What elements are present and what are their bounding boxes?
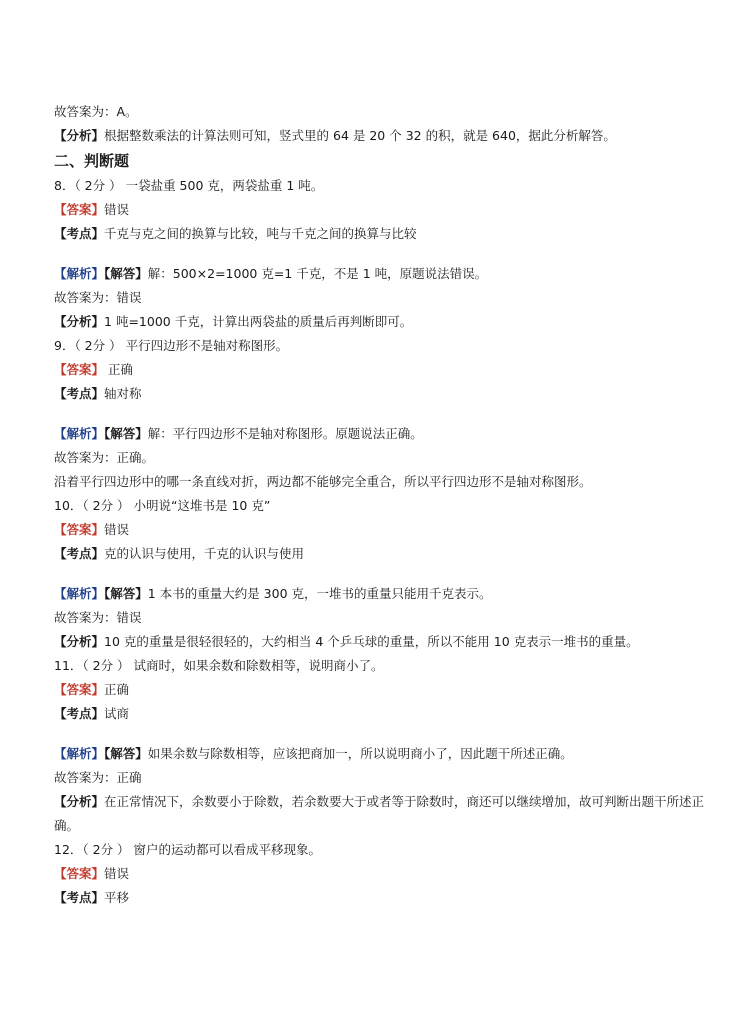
prev-analysis-line [54,124,714,148]
analysis-tag: 【分析】 [54,634,105,649]
analysis-tag: 【分析】 [54,314,105,329]
answer-line [54,198,714,222]
analysis-line [54,470,714,494]
analysis-text: 沿着平行四边形中的哪一条直线对折，两边都不能够完全重合，所以平行四边形不是轴对称图形。 [54,474,592,489]
point-line [54,886,714,910]
analysis-line [54,790,714,838]
jieda-tag: 【解答】 [104,426,148,441]
solution-line [54,582,714,606]
answer-tag: 【答案】 [54,202,105,217]
answer-tag: 【答案】 [54,362,105,377]
jieda-tag: 【解答】 [104,746,148,761]
jieda-tag: 【解答】 [104,266,148,281]
jieda-tag: 【解答】 [104,586,148,601]
answer-value: 正确 [104,682,130,697]
analysis-line [54,310,714,334]
point-tag: 【考点】 [54,890,105,905]
jiexi-tag: 【解析】 [54,586,105,601]
analysis-text: 根据整数乘法的计算法则可知，竖式里的 64 是 20 个 32 的积，就是 640，据此分析解答。 [104,128,616,143]
conclusion-line: 故答案为：正确 [54,770,142,785]
analysis-text: 在正常情况下，余数要小于除数，若余数要大于或者等于除数时，商还可以继续增加，故可判断出题干所述正确。 [54,794,705,833]
question-header: 8．（ 2分 ） 一袋盐重 500 克，两袋盐重 1 吨。 [54,178,324,193]
solution-text: 1 本书的重量大约是 300 克，一堆书的重量只能用千克表示。 [147,586,492,601]
solution-line [54,262,714,286]
answer-tag: 【答案】 [54,866,105,881]
question-header: 12．（ 2分 ） 窗户的运动都可以看成平移现象。 [54,842,322,857]
solution-line [54,742,714,766]
answer-value: 错误 [104,866,130,881]
point-line [54,542,714,566]
conclusion-line: 故答案为：错误 [54,610,142,625]
point-value: 千克与克之间的换算与比较，吨与千克之间的换算与比较 [104,226,417,241]
solution-text: 解：平行四边形不是轴对称图形。原题说法正确。 [147,426,423,441]
point-line [54,222,714,246]
answer-line [54,358,714,382]
answer-line [54,862,714,886]
point-tag: 【考点】 [54,546,105,561]
answer-value: 错误 [104,202,130,217]
point-value: 平移 [104,890,130,905]
point-tag: 【考点】 [54,386,105,401]
jiexi-tag: 【解析】 [54,746,105,761]
question-header: 10．（ 2分 ） 小明说“这堆书是 10 克” [54,498,271,513]
question-header: 9．（ 2分 ） 平行四边形不是轴对称图形。 [54,338,289,353]
jiexi-tag: 【解析】 [54,266,105,281]
answer-value: 正确 [104,362,133,377]
point-value: 轴对称 [104,386,142,401]
answer-line [54,678,714,702]
analysis-tag: 【分析】 [54,794,105,809]
question-header: 11．（ 2分 ） 试商时，如果余数和除数相等，说明商小了。 [54,658,384,673]
jiexi-tag: 【解析】 [54,426,105,441]
conclusion-line: 故答案为：错误 [54,290,142,305]
answer-value: 错误 [104,522,130,537]
answer-line [54,518,714,542]
document-page [54,100,714,910]
point-line [54,702,714,726]
solution-text: 解：500×2=1000 克=1 千克，不是 1 吨，原题说法错误。 [147,266,488,281]
point-value: 试商 [104,706,130,721]
solution-text: 如果余数与除数相等，应该把商加一，所以说明商小了，因此题干所述正确。 [147,746,573,761]
answer-tag: 【答案】 [54,682,105,697]
conclusion-line: 故答案为：正确。 [54,450,155,465]
point-value: 克的认识与使用，千克的认识与使用 [104,546,305,561]
analysis-line [54,630,714,654]
prev-answer-line: 故答案为：A。 [54,104,138,119]
analysis-tag: 【分析】 [54,128,105,143]
solution-line [54,422,714,446]
point-tag: 【考点】 [54,226,105,241]
point-line [54,382,714,406]
point-tag: 【考点】 [54,706,105,721]
analysis-text: 10 克的重量是很轻很轻的，大约相当 4 个乒乓球的重量，所以不能用 10 克表示一堆书的重量。 [104,634,639,649]
analysis-text: 1 吨=1000 千克，计算出两袋盐的质量后再判断即可。 [104,314,413,329]
section-title: 二、判断题 [54,152,130,170]
answer-tag: 【答案】 [54,522,105,537]
